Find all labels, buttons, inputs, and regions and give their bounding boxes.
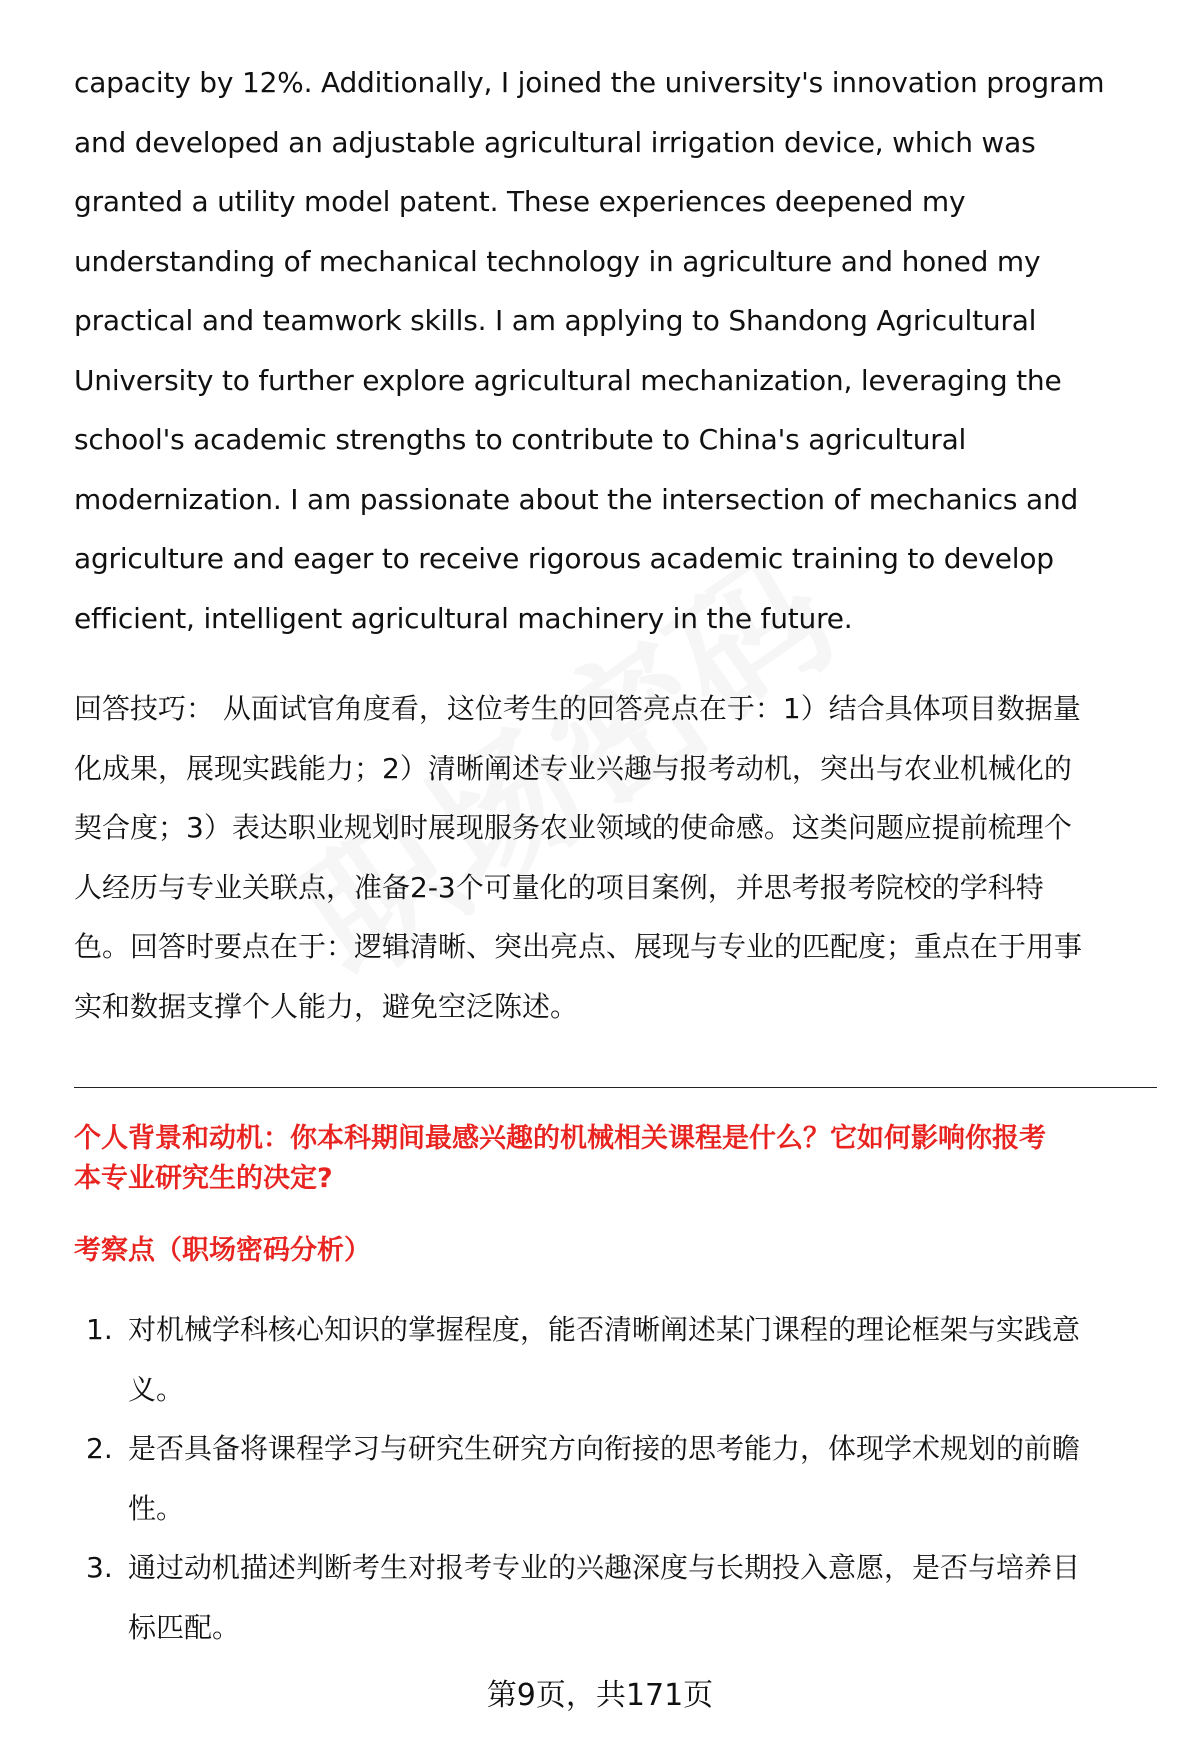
- item-number: 1.: [86, 1313, 113, 1346]
- paragraph-line: and developed an adjustable agricultural irrigation device, which was: [74, 125, 1036, 159]
- paragraph-line: modernization. I am passionate about the intersection of mechanics and: [74, 482, 1079, 516]
- section-divider: [74, 1087, 1157, 1088]
- paragraph-line: understanding of mechanical technology in agriculture and honed my: [74, 244, 1041, 278]
- paragraph-line: school's academic strengths to contribute to China's agricultural: [74, 423, 967, 456]
- tips-line: 人经历与专业关联点，准备2-3个可量化的项目案例，并思考报考院校的学科特: [74, 870, 1044, 904]
- item-line: 通过动机描述判断考生对报考专业的兴趣深度与长期投入意愿，是否与培养目: [128, 1551, 1081, 1584]
- paragraph-line: granted a utility model patent. These experiences deepened my: [74, 185, 966, 218]
- page-number: 第9页，共171页: [486, 1678, 714, 1713]
- tips-line: 实和数据支撑个人能力，避免空泛陈述。: [74, 989, 579, 1023]
- paragraph-line: University to further explore agricultural mechanization, leveraging the: [74, 363, 1062, 397]
- tips-line: 契合度；3）表达职业规划时展现服务农业领域的使命感。这类问题应提前梳理个: [74, 811, 1072, 844]
- tips-line: 色。回答时要点在于：逻辑清晰、突出亮点、展现与专业的匹配度；重点在于用事: [74, 930, 1083, 963]
- item-line: 标匹配。: [128, 1610, 241, 1644]
- answer-tips: [74, 679, 1154, 1036]
- tips-line: 化成果，展现实践能力；2）清晰阐述专业兴趣与报考动机，突出与农业机械化的: [74, 751, 1072, 785]
- item-line: 义。: [128, 1372, 185, 1406]
- item-number: 2.: [86, 1432, 113, 1465]
- list-item: [74, 1419, 1154, 1538]
- item-line: 对机械学科核心知识的掌握程度，能否清晰阐述某门课程的理论框架与实践意: [128, 1313, 1081, 1346]
- list-item: [74, 1538, 1154, 1657]
- paragraph-line: efficient, intelligent agricultural machinery in the future.: [74, 601, 853, 635]
- item-line: 性。: [128, 1491, 185, 1525]
- question-line: 个人背景和动机：你本科期间最感兴趣的机械相关课程是什么？它如何影响你报考: [74, 1123, 1046, 1154]
- question-line: 本专业研究生的决定?: [74, 1163, 333, 1194]
- paragraph-line: agriculture and eager to receive rigorous academic training to develop: [74, 542, 1054, 575]
- paragraph-line: practical and teamwork skills. I am applying to Shandong Agricultural: [74, 304, 1037, 337]
- paragraph-line: capacity by 12%. Additionally, I joined the university's innovation program: [74, 66, 1105, 99]
- answer-paragraph: [74, 53, 1154, 648]
- list-item: [74, 1300, 1154, 1419]
- question-heading: [74, 1119, 1154, 1199]
- tips-line: 回答技巧： 从面试官角度看，这位考生的回答亮点在于：1）结合具体项目数据量: [74, 692, 1081, 725]
- item-number: 3.: [86, 1551, 113, 1584]
- assessment-title: 考察点（职场密码分析）: [74, 1235, 371, 1266]
- assessment-list: [74, 1300, 1154, 1657]
- item-line: 是否具备将课程学习与研究生研究方向衔接的思考能力，体现学术规划的前瞻: [128, 1432, 1081, 1465]
